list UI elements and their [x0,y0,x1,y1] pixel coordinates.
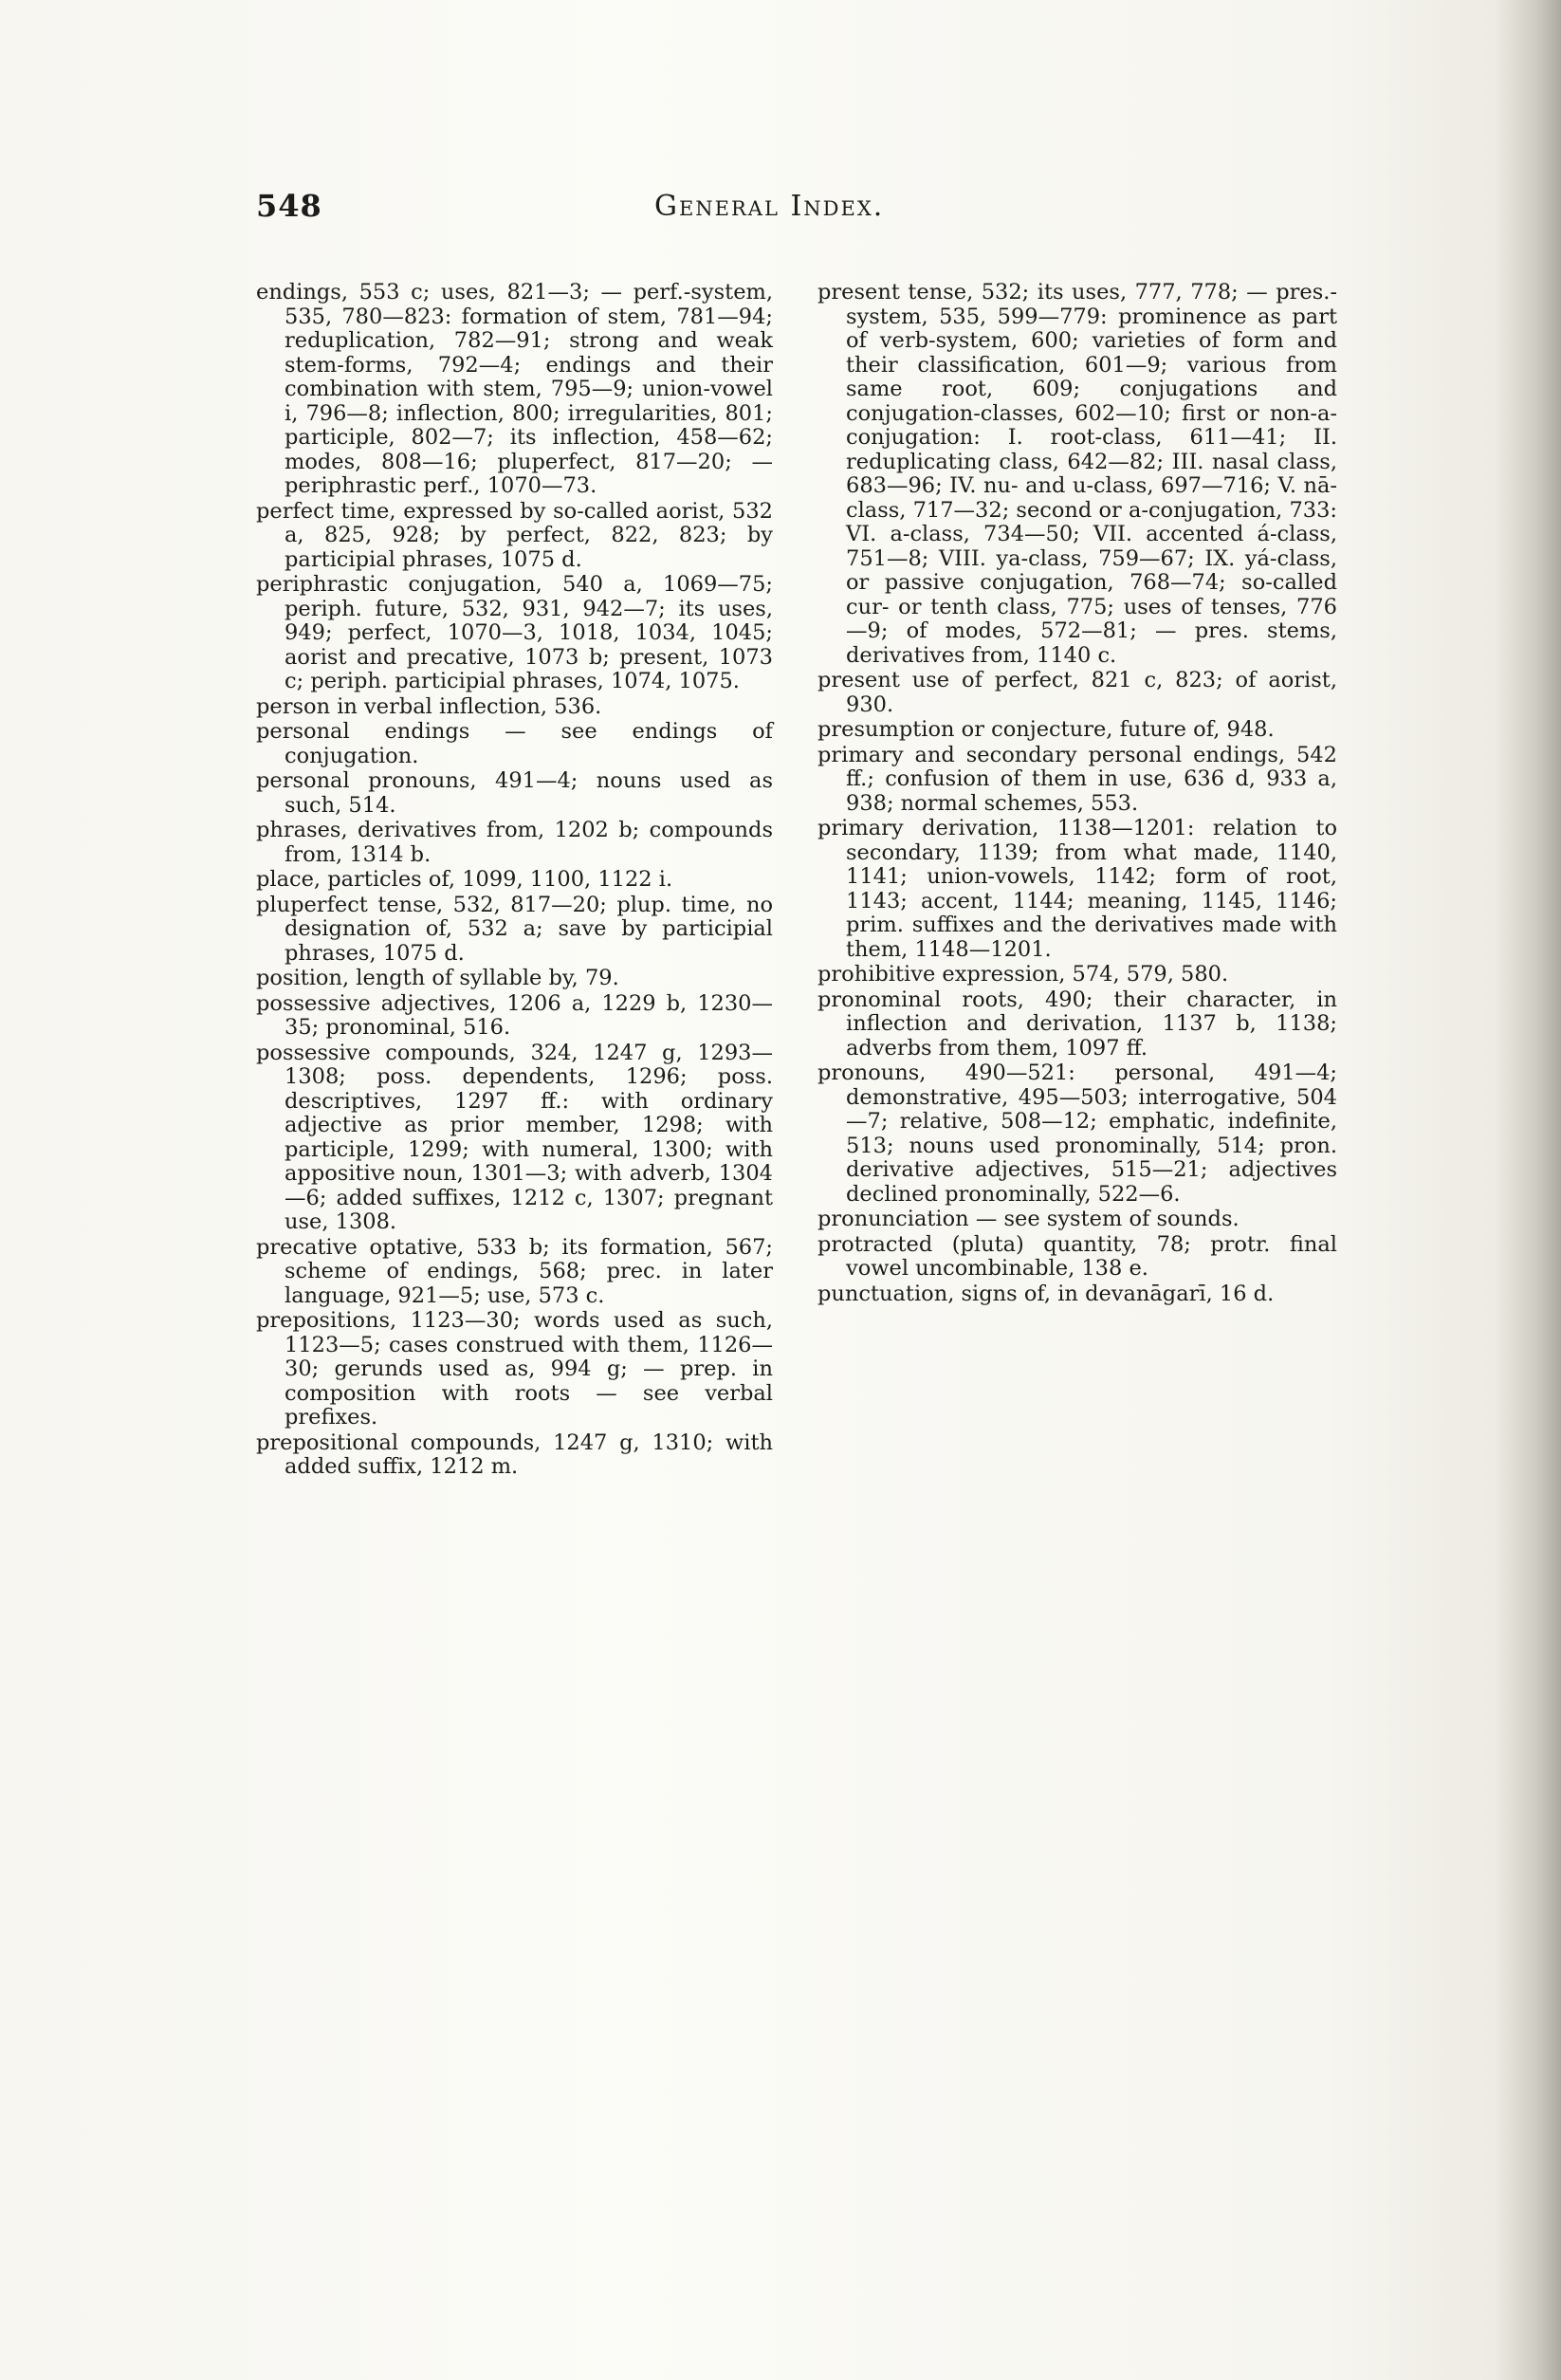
index-entry: position, length of syllable by, 79. [256,966,619,990]
index-entry: present tense, 532; its uses, 777, 778; — pres.-system, 535, 599—779: prominence as part of verb-system, 600; varieties of form and their classification, 601—9; various from same root, 609; conjugations and conjugation-classes, 602—10; first or non-a-conjugation: I. root-class, 611—41; II. reduplicating class, 642—82; III. nasal class, 683—96; IV. nu- and u-class, 697—716; V. nā-class, 717—32; second or a-conjugation, 733: VI. a-class, 734—50; VII. accented á-class, 751—8; VIII. ya-class, 759—67; IX. yá-class, or passive conjugation, 768—74; so-called cur- or tenth class, 775; uses of tenses, 776—9; of modes, 572—81; — pres. stems, derivatives from, 1140 c. [817,280,1337,668]
index-entry: punctuation, signs of, in devanāgarī, 16 d. [817,1281,1275,1306]
index-entry: prohibitive expression, 574, 579, 580. [817,962,1229,987]
index-entry: possessive adjectives, 1206 a, 1229 b, 1230—35; pronominal, 516. [256,990,773,1040]
index-entry: possessive compounds, 324, 1247 g, 1293—1308; poss. dependents, 1296; poss. descriptives, 1297 ff.: with ordinary adjective as prior member, 1298; with participle, 1299; with numeral, 1300; with appositive noun, 1301—3; with adverb, 1304—6; added suffixes, 1212 c, 1307; pregnant use, 1308. [256,1040,773,1234]
index-column-right [817,281,1337,1307]
index-entry: presumption or conjecture, future of, 948. [817,717,1275,742]
index-entry: personal pronouns, 491—4; nouns used as such, 514. [256,768,773,818]
index-entry: periphrastic conjugation, 540 a, 1069—75; periph. future, 532, 931, 942—7; its uses, 949; perfect, 1070—3, 1018, 1034, 1045; aorist and precative, 1073 b; present, 1073 c; periph. participial phrases, 1074, 1075. [256,572,773,693]
index-entry: primary and secondary personal endings, 542 ff.; confusion of them in use, 636 d, 933 a, 938; normal schemes, 553. [817,742,1337,816]
index-entry: precative optative, 533 b; its formation, 567; scheme of endings, 568; prec. in later language, 921—5; use, 573 c. [256,1234,773,1308]
index-entry: primary derivation, 1138—1201: relation to secondary, 1139; from what made, 1140, 1141; union-vowels, 1142; form of root, 1143; accent, 1144; meaning, 1145, 1146; prim. suffixes and the derivatives made with them, 1148—1201. [817,816,1337,962]
index-entry: prepositional compounds, 1247 g, 1310; with added suffix, 1212 m. [256,1430,773,1479]
index-entry: pronominal roots, 490; their character, in inflection and derivation, 1137 b, 1138; adverbs from them, 1097 ff. [817,987,1337,1061]
index-entry: phrases, derivatives from, 1202 b; compounds from, 1314 b. [256,818,773,867]
running-head [256,188,1356,235]
index-entry: personal endings — see endings of conjugation. [256,719,773,768]
index-entry: person in verbal inflection, 536. [256,693,602,719]
index-entry: pronouns, 490—521: personal, 491—4; demonstrative, 495—503; interrogative, 504—7; relative, 508—12; emphatic, indefinite, 513; nouns used pronominally, 514; pron. derivative adjectives, 515—21; adjectives declined pronominally, 522—6. [817,1061,1337,1207]
page-number: 548 [256,188,322,224]
index-entry: endings, 553 c; uses, 821—3; — perf.-system, 535, 780—823: formation of stem, 781—94; reduplication, 782—91; strong and weak stem-forms, 792—4; endings and their combination with stem, 795—9; union-vowel i, 796—8; inflection, 800; irregularities, 801; participle, 802—7; its inflection, 458—62; modes, 808—16; pluperfect, 817—20; — periphrastic perf., 1070—73. [256,280,773,498]
index-entry: prepositions, 1123—30; words used as such, 1123—5; cases construed with them, 1126—30; gerunds used as, 994 g; — prep. in composition with roots — see verbal prefixes. [256,1308,773,1430]
index-column-left [256,281,773,1481]
index-entry: present use of perfect, 821 c, 823; of aorist, 930. [817,668,1337,717]
index-entry: pronunciation — see system of sounds. [817,1207,1240,1231]
index-entry: protracted (pluta) quantity, 78; protr. final vowel uncombinable, 138 e. [817,1231,1337,1281]
index-entry: pluperfect tense, 532, 817—20; plup. time, no designation of, 532 a; save by participial phrases, 1075 d. [256,892,773,966]
page-edge-shadow [1495,0,1561,2380]
index-entry: perfect time, expressed by so-called aorist, 532 a, 825, 928; by perfect, 822, 823; by participial phrases, 1075 d. [256,498,773,572]
page-title: General Index. [654,190,885,223]
index-entry: place, particles of, 1099, 1100, 1122 i. [256,867,673,892]
